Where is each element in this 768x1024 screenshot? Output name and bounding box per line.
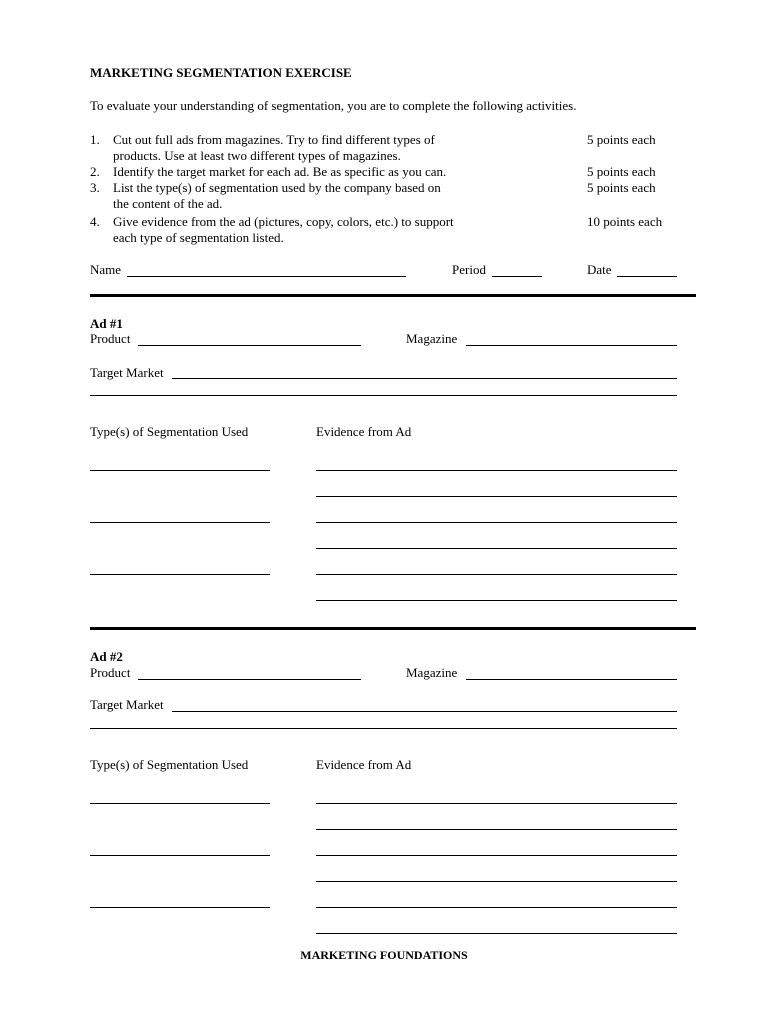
section-divider (90, 627, 696, 630)
segmentation-types-label: Type(s) of Segmentation Used (90, 424, 249, 439)
target-market-label: Target Market (90, 365, 164, 380)
activity-text: List the type(s) of segmentation used by the company based on (113, 180, 441, 195)
magazine-label: Magazine (406, 331, 458, 346)
evidence-field[interactable] (316, 600, 677, 601)
activity-points: 10 points each (587, 214, 663, 229)
segmentation-type-field[interactable] (90, 470, 270, 471)
period-field[interactable] (492, 276, 542, 277)
target-market-field-line-2[interactable] (90, 728, 677, 729)
activity-number: 1. (90, 132, 100, 147)
evidence-field[interactable] (316, 855, 677, 856)
target-market-label: Target Market (90, 697, 164, 712)
evidence-field[interactable] (316, 548, 677, 549)
activity-number: 4. (90, 214, 100, 229)
evidence-label: Evidence from Ad (316, 424, 412, 439)
evidence-label: Evidence from Ad (316, 757, 412, 772)
activity-text-continued: each type of segmentation listed. (113, 230, 284, 245)
activity-text-continued: products. Use at least two different types of magazines. (113, 148, 401, 163)
date-field[interactable] (617, 276, 677, 277)
activity-text: Identify the target market for each ad. Be as specific as you can. (113, 164, 447, 179)
evidence-field[interactable] (316, 803, 677, 804)
target-market-field[interactable] (172, 378, 677, 379)
ad-heading: Ad #1 (90, 316, 123, 331)
activity-text-continued: the content of the ad. (113, 196, 223, 211)
activity-number: 3. (90, 180, 100, 195)
segmentation-type-field[interactable] (90, 803, 270, 804)
activity-points: 5 points each (587, 180, 656, 195)
activity-points: 5 points each (587, 132, 656, 147)
activity-text: Cut out full ads from magazines. Try to find different types of (113, 132, 435, 147)
evidence-field[interactable] (316, 470, 677, 471)
evidence-field[interactable] (316, 829, 677, 830)
segmentation-type-field[interactable] (90, 907, 270, 908)
product-field[interactable] (138, 679, 361, 680)
evidence-field[interactable] (316, 933, 677, 934)
target-market-field-line-2[interactable] (90, 395, 677, 396)
target-market-field[interactable] (172, 711, 677, 712)
evidence-field[interactable] (316, 496, 677, 497)
period-label: Period (452, 262, 486, 277)
product-field[interactable] (138, 345, 361, 346)
magazine-field[interactable] (466, 345, 677, 346)
product-label: Product (90, 331, 131, 346)
segmentation-types-label: Type(s) of Segmentation Used (90, 757, 249, 772)
name-field[interactable] (127, 276, 406, 277)
page-title: MARKETING SEGMENTATION EXERCISE (90, 65, 352, 80)
activity-number: 2. (90, 164, 100, 179)
product-label: Product (90, 665, 131, 680)
activity-text: Give evidence from the ad (pictures, copy, colors, etc.) to support (113, 214, 454, 229)
section-divider (90, 294, 696, 297)
evidence-field[interactable] (316, 574, 677, 575)
evidence-field[interactable] (316, 907, 677, 908)
footer: MARKETING FOUNDATIONS (300, 948, 468, 962)
evidence-field[interactable] (316, 522, 677, 523)
magazine-field[interactable] (466, 679, 677, 680)
ad-heading: Ad #2 (90, 649, 123, 664)
evidence-field[interactable] (316, 881, 677, 882)
segmentation-type-field[interactable] (90, 574, 270, 575)
magazine-label: Magazine (406, 665, 458, 680)
activity-points: 5 points each (587, 164, 656, 179)
intro-text: To evaluate your understanding of segmentation, you are to complete the following activities. (90, 98, 577, 113)
segmentation-type-field[interactable] (90, 522, 270, 523)
segmentation-type-field[interactable] (90, 855, 270, 856)
name-label: Name (90, 262, 122, 277)
date-label: Date (587, 262, 612, 277)
